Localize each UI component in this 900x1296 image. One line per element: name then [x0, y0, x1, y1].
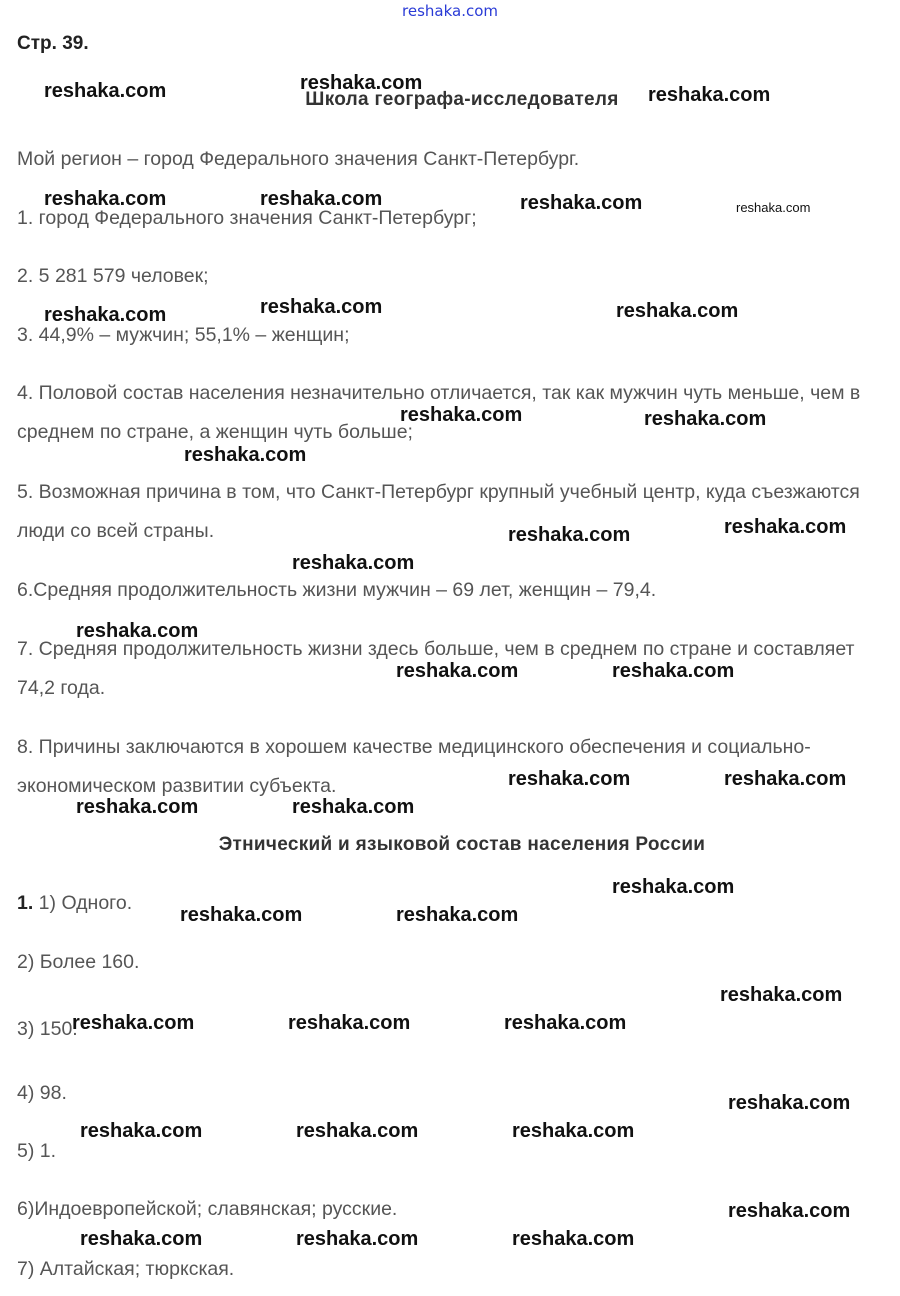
watermark: reshaka.com: [504, 1012, 627, 1034]
watermark: reshaka.com: [644, 408, 767, 430]
watermark: reshaka.com: [76, 620, 199, 642]
ethnic-item-4: 4) 98.: [17, 1082, 67, 1104]
site-url-header[interactable]: reshaka.com: [402, 2, 498, 20]
watermark: reshaka.com: [720, 984, 843, 1006]
answer-item-6: 6.Средняя продолжительность жизни мужчин – 69 лет, женщин – 79,4.: [17, 579, 657, 601]
page-number: Стр. 39.: [17, 33, 89, 54]
watermark: reshaka.com: [728, 1092, 851, 1114]
ethnic-item-3: 3) 150.: [17, 1018, 78, 1040]
watermark: reshaka.com: [296, 1228, 419, 1250]
watermark: reshaka.com: [76, 796, 199, 818]
watermark: reshaka.com: [288, 1012, 411, 1034]
ethnic-item-1-number: 1.: [17, 892, 34, 914]
watermark: reshaka.com: [184, 444, 307, 466]
section-title-ethnic: Этнический и языковой состав населения России: [218, 834, 706, 855]
intro-text: Мой регион – город Федерального значения Санкт-Петербург.: [17, 148, 580, 170]
watermark: reshaka.com: [300, 72, 423, 94]
watermark: reshaka.com: [296, 1120, 419, 1142]
watermark: reshaka.com: [292, 796, 415, 818]
watermark: reshaka.com: [396, 660, 519, 682]
watermark: reshaka.com: [44, 304, 167, 326]
watermark: reshaka.com: [724, 516, 847, 538]
watermark: reshaka.com: [508, 524, 631, 546]
watermark: reshaka.com: [260, 296, 383, 318]
answer-item-5: 5. Возможная причина в том, что Санкт-Петербург крупный учебный центр, куда съезжаются люди со всей страны.: [17, 481, 860, 542]
section-title-school: Школа географа-исследователя: [305, 89, 619, 110]
watermark: reshaka.com: [80, 1228, 203, 1250]
answer-item-7: 7. Средняя продолжительность жизни здесь больше, чем в среднем по стране и составляет 74,2 года.: [17, 638, 855, 699]
watermark: reshaka.com: [508, 768, 631, 790]
watermark: reshaka.com: [180, 904, 303, 926]
watermark: reshaka.com: [512, 1228, 635, 1250]
ethnic-item-5: 5) 1.: [17, 1140, 57, 1162]
watermark: reshaka.com: [616, 300, 739, 322]
ethnic-item-7: 7) Алтайская; тюркская.: [17, 1258, 235, 1280]
watermark: reshaka.com: [612, 876, 735, 898]
answer-item-3: 3. 44,9% – мужчин; 55,1% – женщин;: [17, 324, 350, 346]
answer-item-1: 1. город Федерального значения Санкт-Петербург;: [17, 207, 477, 229]
answer-item-2: 2. 5 281 579 человек;: [17, 265, 209, 287]
watermark: reshaka.com: [44, 80, 167, 102]
ethnic-item-6: 6)Индоевропейской; славянская; русские.: [17, 1198, 398, 1220]
watermark: reshaka.com: [260, 188, 383, 210]
watermark: reshaka.com: [728, 1200, 851, 1222]
answer-item-4: 4. Половой состав населения незначительно отличается, так как мужчин чуть меньше, чем в среднем по стране, а женщин чуть больше;: [17, 382, 861, 443]
watermark: reshaka.com: [612, 660, 735, 682]
watermark: reshaka.com: [512, 1120, 635, 1142]
watermark: reshaka.com: [44, 188, 167, 210]
ethnic-item-1-text: 1) Одного.: [33, 892, 133, 914]
watermark: reshaka.com: [400, 404, 523, 426]
watermark: reshaka.com: [736, 200, 811, 215]
watermark: reshaka.com: [396, 904, 519, 926]
watermark: reshaka.com: [292, 552, 415, 574]
watermark: reshaka.com: [648, 84, 771, 106]
ethnic-item-2: 2) Более 160.: [17, 951, 140, 973]
watermark: reshaka.com: [520, 192, 643, 214]
watermark: reshaka.com: [72, 1012, 195, 1034]
watermark: reshaka.com: [724, 768, 847, 790]
answer-item-8: 8. Причины заключаются в хорошем качестве медицинского обеспечения и социально-экономическом развитии субъекта.: [17, 736, 811, 797]
watermark: reshaka.com: [80, 1120, 203, 1142]
